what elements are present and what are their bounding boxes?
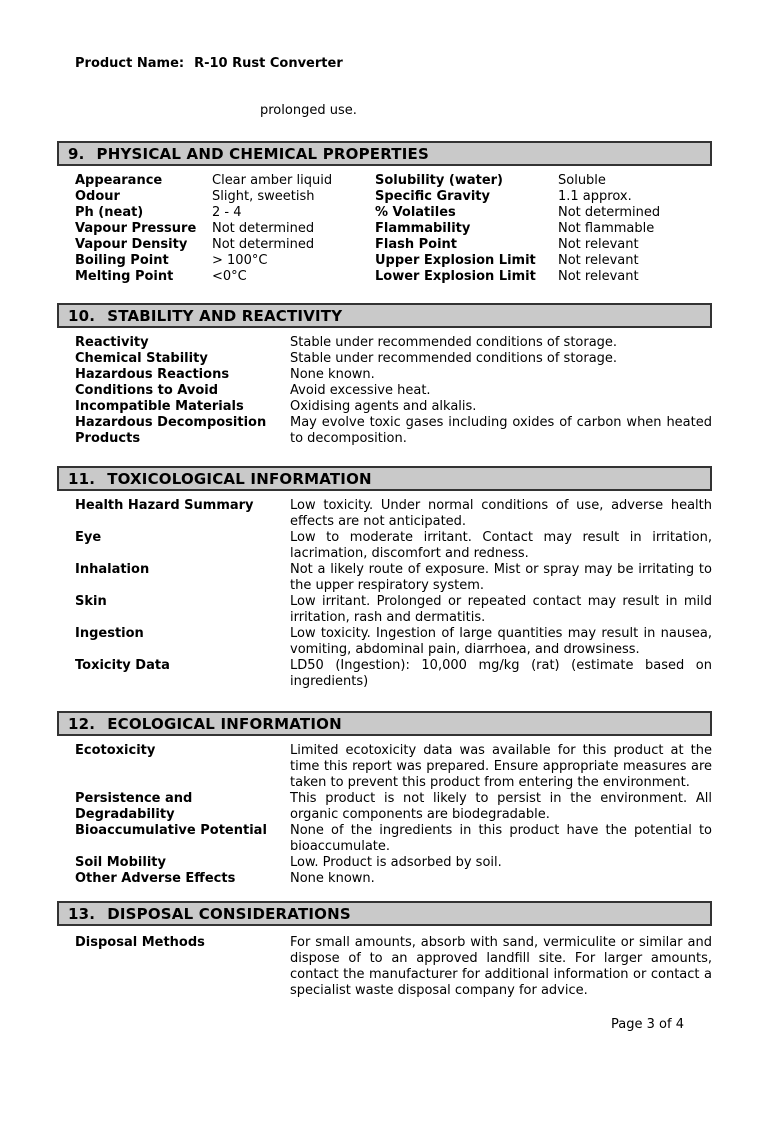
- property-value: Avoid excessive heat.: [290, 383, 431, 398]
- property-value: Limited ecotoxicity data was available for this product at the time this report was prepared. Ensure appropriate measures are taken to prevent this product from entering the environment.: [290, 743, 712, 790]
- property-value: Not determined: [212, 221, 315, 236]
- table-row: [75, 498, 712, 530]
- section-11-table: [57, 498, 712, 690]
- product-name-line: [57, 56, 712, 72]
- property-label: Vapour Pressure: [75, 221, 197, 236]
- property-value: Low to moderate irritant. Contact may result in irritation, lacrimation, discomfort and redness.: [290, 530, 712, 561]
- table-row: [75, 205, 712, 221]
- property-value: Low. Product is adsorbed by soil.: [290, 855, 502, 870]
- property-label: Disposal Methods: [75, 935, 205, 950]
- property-value: > 100°C: [212, 253, 268, 268]
- property-value: Not relevant: [558, 269, 639, 284]
- product-name-value: R-10 Rust Converter: [194, 56, 343, 71]
- table-row: [75, 237, 712, 253]
- section-12-title: ECOLOGICAL INFORMATION: [107, 714, 342, 733]
- continuation-text: prolonged use.: [260, 103, 357, 118]
- property-label: Appearance: [75, 173, 163, 188]
- property-label: Flammability: [375, 221, 471, 236]
- property-label: Hazardous Reactions: [75, 367, 230, 382]
- property-value: Low toxicity. Under normal conditions of use, adverse health effects are not anticipated.: [290, 498, 712, 529]
- property-value: Not relevant: [558, 237, 639, 252]
- table-row: [75, 935, 712, 999]
- table-row: [75, 269, 712, 285]
- property-label: Chemical Stability: [75, 351, 208, 366]
- table-row: [75, 594, 712, 626]
- property-label: Soil Mobility: [75, 855, 166, 870]
- property-label: Skin: [75, 594, 107, 609]
- property-value: Not determined: [212, 237, 315, 252]
- property-label: Melting Point: [75, 269, 174, 284]
- table-row: [75, 658, 712, 690]
- property-value: Not relevant: [558, 253, 639, 268]
- property-value: Stable under recommended conditions of storage.: [290, 335, 618, 350]
- section-11-number: 11.: [68, 469, 96, 488]
- property-value: Clear amber liquid: [212, 173, 333, 188]
- section-9-table: [57, 173, 712, 285]
- property-value: Slight, sweetish: [212, 189, 315, 204]
- table-row: [75, 351, 712, 367]
- property-label: Solubility (water): [375, 173, 504, 188]
- property-label: Ph (neat): [75, 205, 144, 220]
- property-value: Low irritant. Prolonged or repeated contact may result in mild irritation, rash and dermatitis.: [290, 594, 712, 625]
- page-number: Page 3 of 4: [611, 1017, 684, 1032]
- property-label: Eye: [75, 530, 102, 545]
- section-10-number: 10.: [68, 306, 96, 325]
- section-10-header: [57, 303, 712, 328]
- section-12-table: [57, 743, 712, 887]
- property-label: Lower Explosion Limit: [375, 269, 536, 284]
- property-label: Reactivity: [75, 335, 149, 350]
- property-value: Not a likely route of exposure. Mist or spray may be irritating to the upper respiratory system.: [290, 562, 712, 593]
- property-label: Boiling Point: [75, 253, 169, 268]
- property-value: This product is not likely to persist in the environment. All organic components are biodegradable.: [290, 791, 712, 822]
- section-13-header: [57, 901, 712, 926]
- property-value: Stable under recommended conditions of storage.: [290, 351, 618, 366]
- property-value: <0°C: [212, 269, 247, 284]
- table-row: [75, 626, 712, 658]
- property-label: Health Hazard Summary: [75, 498, 254, 513]
- section-10-title: STABILITY AND REACTIVITY: [107, 306, 343, 325]
- property-value: May evolve toxic gases including oxides of carbon when heated to decomposition.: [290, 415, 712, 446]
- property-label: Upper Explosion Limit: [375, 253, 536, 268]
- section-9-number: 9.: [68, 144, 85, 163]
- section-13-table: [57, 935, 712, 999]
- property-label: % Volatiles: [375, 205, 456, 220]
- property-label: Incompatible Materials: [75, 399, 244, 414]
- property-value: Not determined: [558, 205, 661, 220]
- property-label: Bioaccumulative Potential: [75, 823, 267, 838]
- property-value: Low toxicity. Ingestion of large quantities may result in nausea, vomiting, abdominal pain, diarrhoea, and drowsiness.: [290, 626, 712, 657]
- section-11-header: [57, 466, 712, 491]
- property-label: Conditions to Avoid: [75, 383, 219, 398]
- property-label: Flash Point: [375, 237, 458, 252]
- property-label: Odour: [75, 189, 120, 204]
- section-10-table: [57, 335, 712, 447]
- property-value: 1.1 approx.: [558, 189, 632, 204]
- section-13-number: 13.: [68, 904, 96, 923]
- section-12-number: 12.: [68, 714, 96, 733]
- table-row: [75, 791, 712, 823]
- table-row: [75, 189, 712, 205]
- product-name-label: Product Name:: [75, 56, 185, 71]
- property-value: None known.: [290, 367, 375, 382]
- table-row: [75, 823, 712, 855]
- property-label: Persistence and Degradability: [75, 791, 193, 822]
- section-12-header: [57, 711, 712, 736]
- property-label: Hazardous Decomposition Products: [75, 415, 267, 446]
- table-row: [75, 743, 712, 791]
- table-row: [75, 367, 712, 383]
- property-label: Ecotoxicity: [75, 743, 156, 758]
- property-value: Oxidising agents and alkalis.: [290, 399, 477, 414]
- property-label: Specific Gravity: [375, 189, 490, 204]
- property-value: None of the ingredients in this product have the potential to bioaccumulate.: [290, 823, 712, 854]
- table-row: [75, 335, 712, 351]
- section-13-title: DISPOSAL CONSIDERATIONS: [107, 904, 351, 923]
- table-row: [75, 173, 712, 189]
- section-11-title: TOXICOLOGICAL INFORMATION: [107, 469, 372, 488]
- property-value: For small amounts, absorb with sand, vermiculite or similar and dispose of to an approved landfill site. For larger amounts, contact the manufacturer for additional information or contact a specialist waste disposal company for advice.: [290, 935, 712, 998]
- table-row: [75, 530, 712, 562]
- section-9-header: [57, 141, 712, 166]
- sds-document-page: [0, 56, 769, 1144]
- property-label: Other Adverse Effects: [75, 871, 236, 886]
- property-value: Soluble: [558, 173, 606, 188]
- table-row: [75, 221, 712, 237]
- table-row: [75, 383, 712, 399]
- property-value: None known.: [290, 871, 375, 886]
- section-9-title: PHYSICAL AND CHEMICAL PROPERTIES: [96, 144, 429, 163]
- table-row: [75, 415, 712, 447]
- property-value: LD50 (Ingestion): 10,000 mg/kg (rat) (estimate based on ingredients): [290, 658, 712, 689]
- table-row: [75, 399, 712, 415]
- table-row: [75, 855, 712, 871]
- property-value: 2 - 4: [212, 205, 242, 220]
- table-row: [75, 253, 712, 269]
- table-row: [75, 562, 712, 594]
- property-label: Toxicity Data: [75, 658, 170, 673]
- property-label: Inhalation: [75, 562, 150, 577]
- property-value: Not flammable: [558, 221, 655, 236]
- table-row: [75, 871, 712, 887]
- property-label: Ingestion: [75, 626, 144, 641]
- property-label: Vapour Density: [75, 237, 188, 252]
